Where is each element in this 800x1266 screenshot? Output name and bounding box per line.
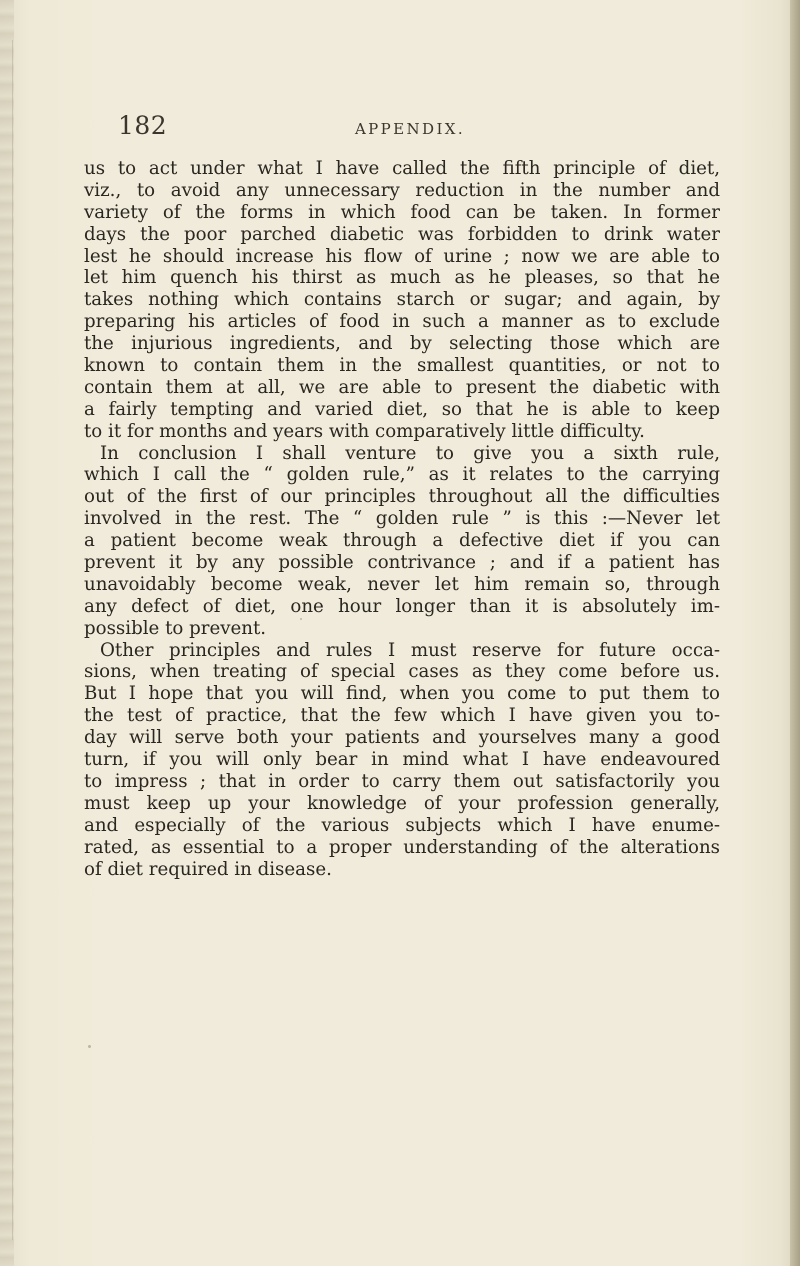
text-line: the injurious ingredients, and by selecting those which are [84,333,720,355]
paragraph-start-line: Other principles and rules I must reserve for future occa- [100,639,720,661]
text-line: lest he should increase his flow of urine ; now we are able to [84,245,720,267]
paragraph-end-line: to it for months and years with comparatively little difficulty. [84,420,645,442]
paragraph-end-line: possible to prevent. [84,617,267,639]
body-text [84,158,720,880]
text-line: and especially of the various subjects which I have enume- [84,814,720,836]
text-line: a fairly tempting and varied diet, so that he is able to keep [84,398,720,420]
text-line: a patient become weak through a defective diet if you can [84,530,720,552]
paragraph-end-line: of diet required in disease. [84,858,332,880]
text-line: But I hope that you will find, when you come to put them to [84,683,720,705]
text-line: rated, as essential to a proper understanding of the alterations [84,836,720,858]
text-line: takes nothing which contains starch or sugar; and again, by [84,289,720,311]
page-edge [790,0,800,1266]
text-line: known to contain them in the smallest quantities, or not to [84,355,720,377]
text-line: sions, when treating of special cases as they come before us. [84,661,720,683]
gutter-line [12,40,13,1240]
text-line: variety of the forms in which food can be taken. In former [84,201,720,223]
text-line: the test of practice, that the few which I have given you to- [84,705,720,727]
paper-speck [300,618,302,620]
paper-speck [88,1045,91,1048]
text-line: out of the first of our principles throughout all the difficulties [84,486,720,508]
text-line: prevent it by any possible contrivance ; and if a patient has [84,552,720,574]
text-line: any defect of diet, one hour longer than it is absolutely im- [84,595,720,617]
text-line: which I call the “ golden rule,” as it relates to the carrying [84,464,720,486]
paragraph-start-line: In conclusion I shall venture to give you a sixth rule, [100,442,720,464]
text-line: preparing his articles of food in such a manner as to exclude [84,311,720,333]
text-line: days the poor parched diabetic was forbidden to drink water [84,223,720,245]
text-line: us to act under what I have called the fifth principle of diet, [84,158,720,179]
text-line: let him quench his thirst as much as he pleases, so that he [84,267,720,289]
text-line: to impress ; that in order to carry them out satisfactorily you [84,770,720,792]
text-line: day will serve both your patients and yourselves many a good [84,727,720,749]
text-line: involved in the rest. The “ golden rule ” is this :—Never let [84,508,720,530]
text-line: viz., to avoid any unnecessary reduction in the number and [84,179,720,201]
text-line: contain them at all, we are able to present the diabetic with [84,376,720,398]
running-head: APPENDIX. [354,120,466,138]
page-number: 182 [118,111,168,140]
text-line: must keep up your knowledge of your profession generally, [84,792,720,814]
text-line: turn, if you will only bear in mind what I have endeavoured [84,749,720,771]
text-line: unavoidably become weak, never let him remain so, through [84,573,720,595]
